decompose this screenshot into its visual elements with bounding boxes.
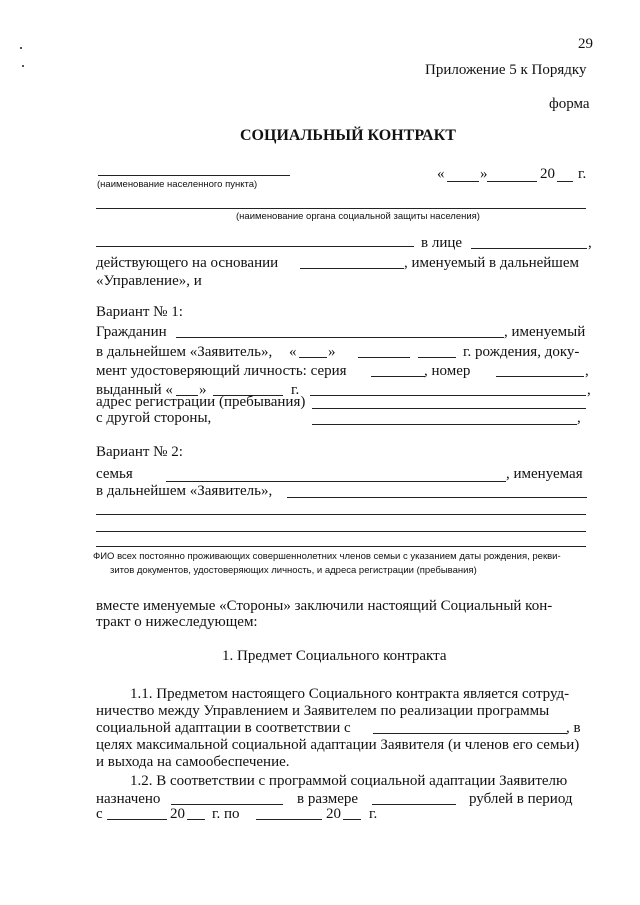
p11-line3a: социальной адаптации в соответствии с	[96, 720, 351, 736]
date-open-quote: «	[437, 166, 445, 182]
appendix-label: Приложение 5 к Порядку	[425, 62, 587, 78]
p12-line3b: 20	[170, 806, 185, 822]
variant1-heading: Вариант № 1:	[96, 304, 183, 320]
p12-line3e: г.	[369, 806, 378, 822]
p11-line4: целях максимальной социальной адаптации Заявителя (и членов его семьи)	[96, 737, 580, 753]
period-end-year-blank[interactable]	[343, 819, 361, 820]
page-number: 29	[578, 36, 593, 52]
address-label: адрес регистрации (пребывания)	[96, 394, 306, 410]
birth-close-quote: »	[328, 344, 336, 360]
scan-speck	[20, 47, 22, 49]
citizen-name-blank[interactable]	[176, 337, 504, 338]
issued-label: выданный «	[96, 382, 173, 398]
p12-line2b: в размере	[297, 791, 359, 807]
in-person-text: в лице	[421, 235, 463, 251]
period-end-blank[interactable]	[256, 819, 322, 820]
comma: ,	[585, 363, 589, 379]
date-month-blank[interactable]	[487, 181, 537, 182]
variant2-heading: Вариант № 2:	[96, 444, 183, 460]
family-blank-4[interactable]	[96, 546, 586, 547]
variant1-line2-a: в дальнейшем «Заявитель»,	[96, 344, 273, 360]
p12-line1: 1.2. В соответствии с программой социальной адаптации Заявителю	[130, 773, 568, 789]
family-blank-1[interactable]	[287, 497, 587, 498]
id-number-label: , номер	[424, 363, 471, 379]
named-text: , именуемый в дальнейшем	[404, 255, 580, 271]
p12-line2a: назначено	[96, 791, 161, 807]
place-blank[interactable]	[98, 175, 290, 176]
place-caption: (наименование населенного пункта)	[97, 179, 258, 190]
issued-by-blank[interactable]	[310, 395, 586, 396]
variant1-line2-d: г. рождения, доку-	[463, 344, 580, 360]
id-series-blank[interactable]	[371, 376, 425, 377]
p12-line3c: г. по	[212, 806, 240, 822]
date-close-quote: »	[480, 166, 488, 182]
family-label: семья	[96, 466, 133, 482]
program-basis-blank[interactable]	[373, 733, 567, 734]
family-blank-2[interactable]	[96, 514, 586, 515]
p11-line2: ничество между Управлением и Заявителем по реализации программы	[96, 703, 550, 719]
management-text: «Управление», и	[96, 273, 202, 289]
family-applicant-text: в дальнейшем «Заявитель»,	[96, 483, 273, 499]
birth-open-quote: «	[289, 344, 297, 360]
family-named: , именуемая	[506, 466, 583, 482]
p12-line3a: с	[96, 806, 103, 822]
comma: ,	[587, 382, 591, 398]
birth-day-blank[interactable]	[299, 357, 327, 358]
comma: ,	[577, 410, 581, 426]
amount-blank[interactable]	[372, 804, 456, 805]
together-line2: тракт о нижеследующем:	[96, 614, 258, 630]
address-blank-1[interactable]	[312, 408, 586, 409]
id-number-blank[interactable]	[496, 376, 584, 377]
scan-speck	[22, 65, 24, 67]
p11-line1: 1.1. Предметом настоящего Социального контракта является сотруд-	[130, 686, 570, 702]
section1-heading: 1. Предмет Социального контракта	[222, 648, 447, 664]
address-blank-2[interactable]	[312, 424, 577, 425]
authority-caption: (наименование органа социальной защиты населения)	[236, 211, 480, 222]
date-year-blank[interactable]	[557, 181, 573, 182]
citizen-named: , именуемый	[504, 324, 586, 340]
family-caption-line1: ФИО всех постоянно проживающих совершеннолетних членов семьи с указанием даты рождения, рекви-	[93, 551, 561, 562]
acting-basis-text: действующего на основании	[96, 255, 279, 271]
issued-year-suffix: г.	[291, 382, 300, 398]
p11-line5: и выхода на самообеспечение.	[96, 754, 290, 770]
form-label: форма	[549, 96, 590, 112]
p12-line2c: рублей в период	[469, 791, 573, 807]
p11-line3b: , в	[566, 720, 581, 736]
date-year-suffix: г.	[578, 166, 587, 182]
representative-blank[interactable]	[471, 248, 587, 249]
authority-name-blank[interactable]	[96, 246, 414, 247]
basis-blank[interactable]	[300, 268, 404, 269]
together-line1-text: вместе именуемые «Стороны» заключили настоящий Социальный кон-	[96, 598, 553, 614]
period-start-blank[interactable]	[107, 819, 167, 820]
birth-month-blank[interactable]	[358, 357, 410, 358]
family-caption-line2: зитов документов, удостоверяющих личность, и адреса регистрации (пребывания)	[110, 565, 477, 576]
other-side-text: с другой стороны,	[96, 410, 212, 426]
authority-blank[interactable]	[96, 208, 586, 209]
document-title: СОЦИАЛЬНЫЙ КОНТРАКТ	[240, 127, 456, 144]
citizen-label: Гражданин	[96, 324, 167, 340]
date-day-blank[interactable]	[447, 181, 479, 182]
issued-close-quote: »	[199, 382, 207, 398]
comma: ,	[588, 235, 592, 251]
birth-year-blank[interactable]	[418, 357, 456, 358]
family-blank-3[interactable]	[96, 531, 586, 532]
period-start-year-blank[interactable]	[187, 819, 205, 820]
date-year-prefix: 20	[540, 166, 555, 182]
p12-line3d: 20	[326, 806, 341, 822]
id-document-text: мент удостоверяющий личность: серия	[96, 363, 347, 379]
